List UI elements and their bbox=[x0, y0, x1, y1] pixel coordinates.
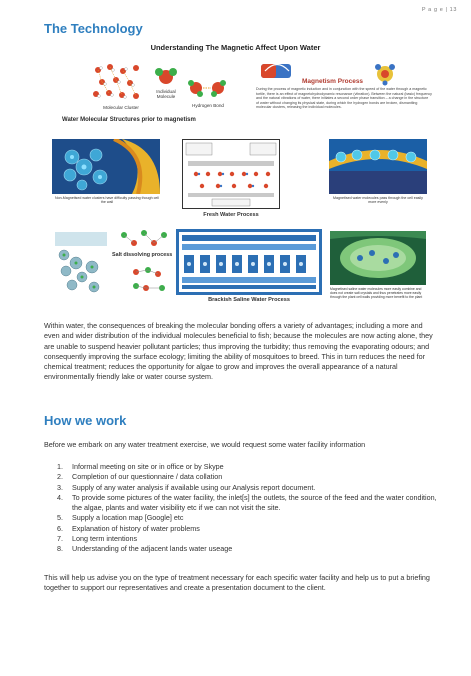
closing-paragraph: This will help us advise you on the type of treatment necessary for each specific water facility and help us to put a briefing together to support our representatives and create a presentation document to the client. bbox=[44, 573, 430, 593]
figure-heading: Understanding The Magnetic Affect Upon Water bbox=[150, 43, 321, 52]
salt-dissolving-caption: Salt dissolving process bbox=[112, 252, 173, 258]
magnetism-icon bbox=[259, 60, 295, 82]
step-text: Supply a location map [Google] etc bbox=[72, 513, 184, 523]
individual-molecule-illustration bbox=[152, 66, 180, 88]
step-number: 1. bbox=[57, 462, 63, 471]
non-magnetised-cell-image bbox=[52, 139, 160, 194]
magnetised-cell-image bbox=[329, 139, 427, 194]
step-text: Completion of our questionnaire / data collation bbox=[72, 472, 223, 482]
step-number: 8. bbox=[57, 544, 63, 554]
step-text: Long term intentions bbox=[72, 534, 138, 544]
list-item bbox=[57, 462, 437, 472]
step-number: 2. bbox=[57, 472, 63, 482]
how-we-work-title: How we work bbox=[44, 413, 127, 428]
saline-plant-cell-image bbox=[330, 231, 426, 285]
step-number: 5. bbox=[57, 513, 63, 523]
list-item bbox=[57, 524, 437, 534]
page-number: P a g e | 13 bbox=[421, 7, 457, 13]
salt-crystals-image bbox=[52, 229, 110, 299]
steps-list bbox=[57, 462, 437, 555]
step-text: Informal meeting on site or in office or by Skype bbox=[72, 462, 224, 471]
step-number: 4. bbox=[57, 492, 63, 502]
brackish-water-diagram bbox=[176, 229, 322, 295]
fresh-water-diagram bbox=[182, 139, 280, 209]
non-magnetised-caption: Non-Magnetised water clusters have difficulty passing though cell the wall bbox=[54, 196, 159, 205]
list-item bbox=[57, 534, 437, 544]
individual-molecule-label: Individual Molecule bbox=[156, 89, 176, 99]
brackish-caption: Brackish Saline Water Process bbox=[208, 297, 290, 303]
salt-molecule-illustration bbox=[128, 264, 170, 296]
intro-paragraph: Within water, the consequences of breaking the molecular bonding offers a variety of advantages; including a more and even and wider distribution of the individual molecules beneficial to fish; because the molecules are now acting alone, they are unable to suspend heavier pollutant particles; thus improving the turbidity; thus removing the evaporating odours; and consequently improving the surface ecology; limiting the ability of mosquitoes to breed. This in turn reduces the need for chemical treatment; reduces the opportunity for algae to grow and improves the overall appearance of a natural environmentally friendly lake or water course system. bbox=[44, 321, 433, 382]
step-number: 7. bbox=[57, 534, 63, 544]
saline-caption: Magnetised saline water molecules more easily combine and does not create salt crystals and thus penetrates more easily through the plant cell walls providing more benefit to the plant bbox=[330, 287, 423, 300]
hydrogen-bond-label: Hydrogen Bond bbox=[192, 103, 224, 108]
step-number: 3. bbox=[57, 482, 63, 492]
step-text: Understanding of the adjacent lands water useage bbox=[72, 544, 233, 554]
molecular-cluster-label: Molecular Cluster bbox=[103, 105, 139, 110]
step-text: To provide some pictures of the water facility, the inlet[s] the outlets, the source of the feed and the water condition, the algae, plants and water visibility etc if we can not visit the site. bbox=[72, 492, 437, 513]
fresh-water-caption: Fresh Water Process bbox=[203, 212, 259, 218]
how-we-work-intro: Before we embark on any water treatment exercise, we would request some water facility information bbox=[44, 440, 366, 449]
list-item bbox=[57, 544, 437, 554]
step-number: 6. bbox=[57, 523, 63, 533]
hydrogen-bond-illustration bbox=[186, 76, 228, 100]
magnetism-process-description: During the process of magnetic induction and in conjunction with the speed of the water through a magnetic tortile, there is an effect of magnetohydrodynamic resonance (vibration). Between the natural (basic) frequency and the natural vibrations of water, there initiates a second order phase transition – a change in the structure of water without changing its physical state, during which the hydrogen bonds are broken, dismantling molecular clusters, releasing the individual molecules. bbox=[256, 87, 432, 110]
technology-title: The Technology bbox=[44, 21, 143, 36]
list-item bbox=[57, 513, 437, 523]
list-item bbox=[57, 493, 437, 514]
step-text: Explanation of history of water problems bbox=[72, 523, 200, 533]
list-item bbox=[57, 483, 437, 493]
water-structures-caption: Water Molecular Structures prior to magnetism bbox=[62, 117, 196, 123]
magnetised-caption: Magnetised water molecules pass through the cell easily more evenly bbox=[333, 196, 423, 205]
ball-molecule-icon bbox=[373, 62, 397, 86]
step-text: Supply of any water analysis if available using our Analysis report document. bbox=[72, 482, 316, 492]
salt-dissolving-illustration bbox=[118, 229, 170, 251]
molecular-cluster-illustration bbox=[90, 62, 145, 104]
magnetism-process-title: Magnetism Process bbox=[302, 78, 364, 85]
list-item bbox=[57, 472, 437, 482]
